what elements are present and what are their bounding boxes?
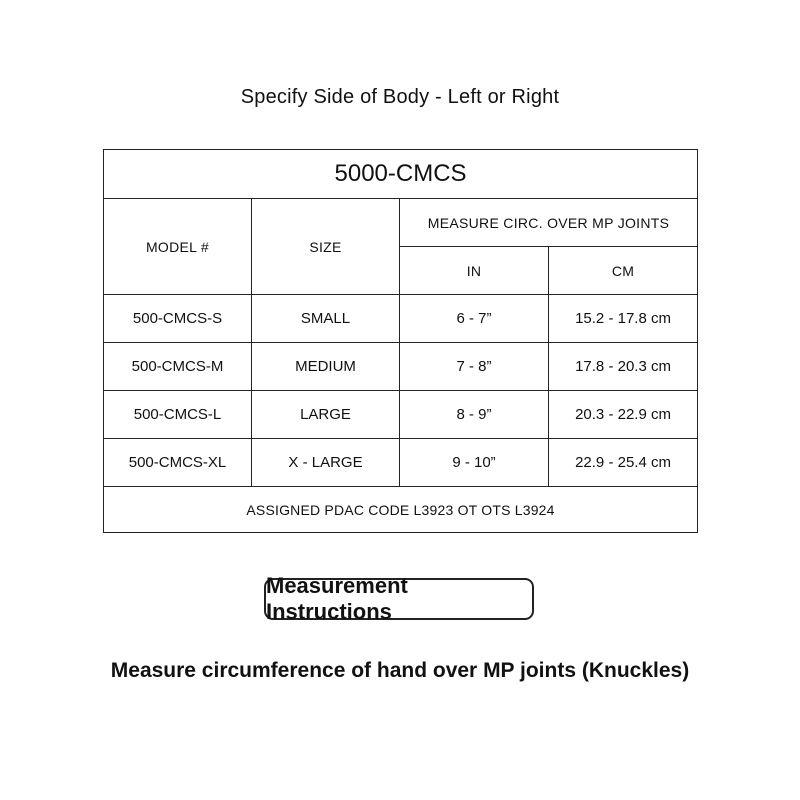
cm-header: CM [549, 247, 698, 295]
cm-cell: 22.9 - 25.4 cm [549, 439, 698, 487]
in-cell: 7 - 8” [400, 343, 549, 391]
size-header: SIZE [252, 199, 400, 295]
measurement-instructions-heading: Measurement Instructions [264, 578, 534, 620]
in-cell: 8 - 9” [400, 391, 549, 439]
measurement-instructions-text: Measure circumference of hand over MP joints (Knuckles) [110, 659, 690, 682]
size-cell: X - LARGE [252, 439, 400, 487]
table-row [104, 439, 698, 487]
table-title-row [104, 150, 698, 199]
size-chart-table [103, 149, 698, 533]
size-cell: LARGE [252, 391, 400, 439]
table-row [104, 295, 698, 343]
table-row [104, 391, 698, 439]
size-cell: SMALL [252, 295, 400, 343]
pdac-code: ASSIGNED PDAC CODE L3923 OT OTS L3924 [104, 487, 698, 533]
model-cell: 500-CMCS-M [104, 343, 252, 391]
table-row [104, 343, 698, 391]
cm-cell: 20.3 - 22.9 cm [549, 391, 698, 439]
header-row [104, 199, 698, 247]
model-cell: 500-CMCS-S [104, 295, 252, 343]
in-header: IN [400, 247, 549, 295]
cm-cell: 17.8 - 20.3 cm [549, 343, 698, 391]
measure-header: MEASURE CIRC. OVER MP JOINTS [400, 199, 698, 247]
table-title: 5000-CMCS [104, 150, 698, 199]
in-cell: 6 - 7” [400, 295, 549, 343]
side-of-body-note: Specify Side of Body - Left or Right [240, 86, 560, 108]
model-cell: 500-CMCS-L [104, 391, 252, 439]
table-footer-row [104, 487, 698, 533]
in-cell: 9 - 10” [400, 439, 549, 487]
model-header: MODEL # [104, 199, 252, 295]
model-cell: 500-CMCS-XL [104, 439, 252, 487]
size-cell: MEDIUM [252, 343, 400, 391]
cm-cell: 15.2 - 17.8 cm [549, 295, 698, 343]
